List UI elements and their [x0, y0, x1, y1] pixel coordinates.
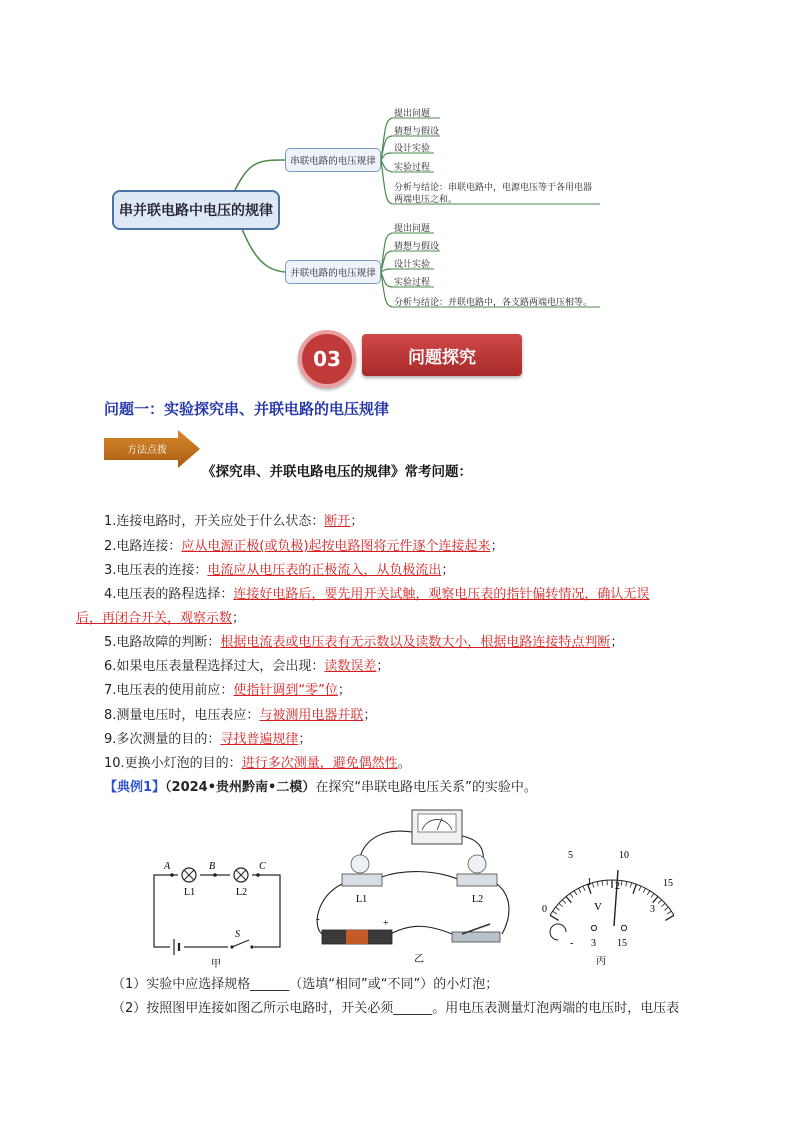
example-header [104, 778, 537, 798]
item-answer: 电流应从电压表的正极流入，从负极流出 [207, 563, 442, 578]
item-end: ； [337, 683, 351, 698]
item-end: ； [363, 708, 377, 723]
item-answer: 与被测用电器并联 [259, 708, 364, 723]
scale-top-10: 10 [619, 850, 629, 861]
item-answer: 进行多次测量，避免偶然性 [241, 756, 398, 771]
mindmap-leaf: 提出问题 [394, 109, 431, 119]
item-question: 1.连接电路时，开关应处于什么状态： [104, 514, 325, 529]
example-source: （2024•贵州黔南•二模） [165, 780, 316, 795]
mindmap-leaf: 分析与结论：并联电路中，各支路两端电压相等。 [394, 298, 593, 308]
item-question: 10.更换小灯泡的目的： [104, 756, 242, 771]
dial-tick [602, 881, 603, 886]
list-item [104, 754, 411, 774]
dial-tick [630, 883, 631, 888]
unit-v: V [594, 901, 602, 913]
label-yi-l1: L1 [356, 894, 368, 905]
caption-bing: 丙 [596, 956, 606, 967]
caption-yi: 乙 [414, 954, 424, 965]
subtitle: 《探究串、并联电路电压的规律》常考问题： [202, 464, 472, 480]
dial-tick [647, 891, 650, 895]
label-l2: L2 [236, 887, 248, 898]
item-question: 6.如果电压表量程选择过大，会出现： [104, 659, 325, 674]
section-title: 问题探究 [408, 347, 476, 368]
label-yi-l2: L2 [472, 894, 484, 905]
dial-tick [559, 903, 563, 906]
list-item [104, 537, 504, 557]
dial-tick [592, 883, 593, 888]
dial-tick [583, 886, 585, 891]
item-question: 7.电压表的使用前应： [104, 683, 234, 698]
scale-bottom-0: 0 [542, 904, 547, 915]
item-end: ； [298, 732, 312, 747]
dial-tick [667, 911, 671, 914]
item-question: 8.测量电压时，电压表应： [104, 708, 260, 723]
label-l1: L1 [184, 887, 196, 898]
label-b: B [209, 861, 216, 872]
mindmap-branch-series: 串联电路的电压规律 [285, 148, 381, 172]
item-question: 3.电压表的连接： [104, 563, 208, 578]
dial-tick [562, 900, 565, 904]
scale-top-5: 5 [568, 850, 573, 861]
label-a: A [164, 861, 171, 872]
terminal-minus: - [570, 938, 574, 949]
dial-tick [566, 897, 571, 903]
dial-tick [553, 911, 557, 914]
item-end: ； [232, 611, 246, 626]
item-answer: 根据电流表或电压表有无示数以及读数大小，根据电路连接特点判断 [220, 635, 611, 650]
mindmap-leaf: 猜想与假设 [394, 242, 440, 252]
example-text: 在探究“串联电路电压关系”的实验中。 [315, 780, 537, 795]
item-end: ； [350, 514, 364, 529]
section-number: 03 [313, 347, 341, 371]
dial-tick [574, 891, 577, 895]
list-item [104, 512, 363, 532]
terminal-3: 3 [591, 938, 596, 949]
list-item [104, 730, 311, 750]
circuit-diagram-jia [148, 855, 288, 970]
voltmeter-dial-bing [532, 842, 692, 970]
list-item [104, 681, 351, 701]
sub-question-2: （2）按照图甲连接如图乙所示电路时，开关必须______。用电压表测量灯泡两端的电压时，电压表 [112, 1001, 680, 1016]
dial-tick [661, 903, 665, 906]
item-answer: 使指针调到“零”位 [233, 683, 338, 698]
terminal-15: 15 [617, 938, 627, 949]
terminal-3-icon [591, 925, 596, 930]
mindmap-leaf: 设计实验 [394, 260, 431, 270]
dial-tick [639, 886, 641, 891]
item-answer: 断开 [324, 514, 351, 529]
mindmap-leaf: 实验过程 [394, 163, 431, 173]
dial-tick [556, 907, 560, 910]
dial-tick [664, 907, 668, 910]
item-answer: 应从电源正极(或负极)起按电路图将元件逐个连接起来 [181, 539, 491, 554]
item-end: ； [490, 539, 504, 554]
section-title-banner [362, 334, 522, 376]
method-tag-label: 方法点拨 [127, 445, 167, 456]
dial-tick [579, 888, 581, 892]
label-c: C [259, 861, 266, 872]
mindmap-leaf: 分析与结论：串联电路中，电源电压等于各用电器 [394, 183, 593, 193]
mindmap-branch-parallel: 并联电路的电压规律 [285, 260, 381, 284]
mindmap-leaf: 设计实验 [394, 144, 431, 154]
item-answer: 连接好电路后，要先用开关试触，观察电压表的指针偏转情况，确认无误 [233, 587, 650, 602]
dial-tick [643, 888, 645, 892]
item-question: 9.多次测量的目的： [104, 732, 221, 747]
item-end: ； [441, 563, 455, 578]
dial-tick [665, 915, 674, 920]
dial-tick [621, 881, 622, 886]
list-item [104, 633, 623, 653]
item-end: 。 [397, 756, 411, 771]
mindmap-leaf: 提出问题 [394, 224, 431, 234]
list-item [104, 585, 649, 605]
question-title: 问题一：实验探究串、并联电路的电压规律 [104, 400, 390, 418]
bulb-l2-icon [468, 855, 486, 873]
item-end: ； [610, 635, 624, 650]
terminal-15-icon [621, 925, 626, 930]
list-item [104, 657, 389, 677]
label-plus: + [383, 918, 389, 929]
list-item [104, 706, 376, 726]
caption-jia: 甲 [211, 959, 221, 970]
sub-question-1: （1）实验中应选择规格______（选填“相同”或“不同”）的小灯泡； [112, 977, 499, 992]
dial-needle [614, 870, 618, 926]
list-item [104, 561, 454, 581]
dial-tick [570, 893, 573, 897]
dial-ticks [550, 880, 674, 920]
section-number-badge [298, 330, 356, 388]
item-answer: 寻找普遍规律 [220, 732, 299, 747]
item-end: ； [376, 659, 390, 674]
dial-tick [597, 882, 598, 887]
dial-tick [653, 897, 658, 903]
mindmap-root: 串并联电路中电压的规律 [112, 190, 280, 230]
dial-tick [550, 915, 559, 920]
dial-tick [633, 884, 636, 893]
item-question: 4.电压表的路程选择： [104, 587, 234, 602]
item-question: 5.电路故障的判断： [104, 635, 221, 650]
mindmap-leaf: 两端电压之和。 [394, 195, 458, 205]
list-item-continued [76, 609, 245, 629]
scale-bottom-2: 2 [615, 881, 620, 892]
physical-circuit-yi [312, 806, 522, 966]
example-tag: 【典例1】 [104, 780, 166, 795]
switch-icon [452, 932, 500, 942]
scale-bottom-1: 1 [587, 877, 592, 888]
item-question: 2.电路连接： [104, 539, 182, 554]
scale-top-15: 15 [663, 878, 673, 889]
dial-tick [658, 900, 661, 904]
label-minus: - [316, 913, 320, 925]
bulb-l1-icon [351, 855, 369, 873]
mindmap-leaf: 实验过程 [394, 278, 431, 288]
dial-tick [626, 882, 627, 887]
scale-bottom-3: 3 [650, 904, 655, 915]
item-answer: 后，再闭合开关，观察示数 [76, 611, 233, 626]
mindmap-leaf: 猜想与假设 [394, 127, 440, 137]
dial-tick [651, 893, 654, 897]
item-answer: 读数误差 [324, 659, 377, 674]
label-s: S [235, 929, 240, 940]
